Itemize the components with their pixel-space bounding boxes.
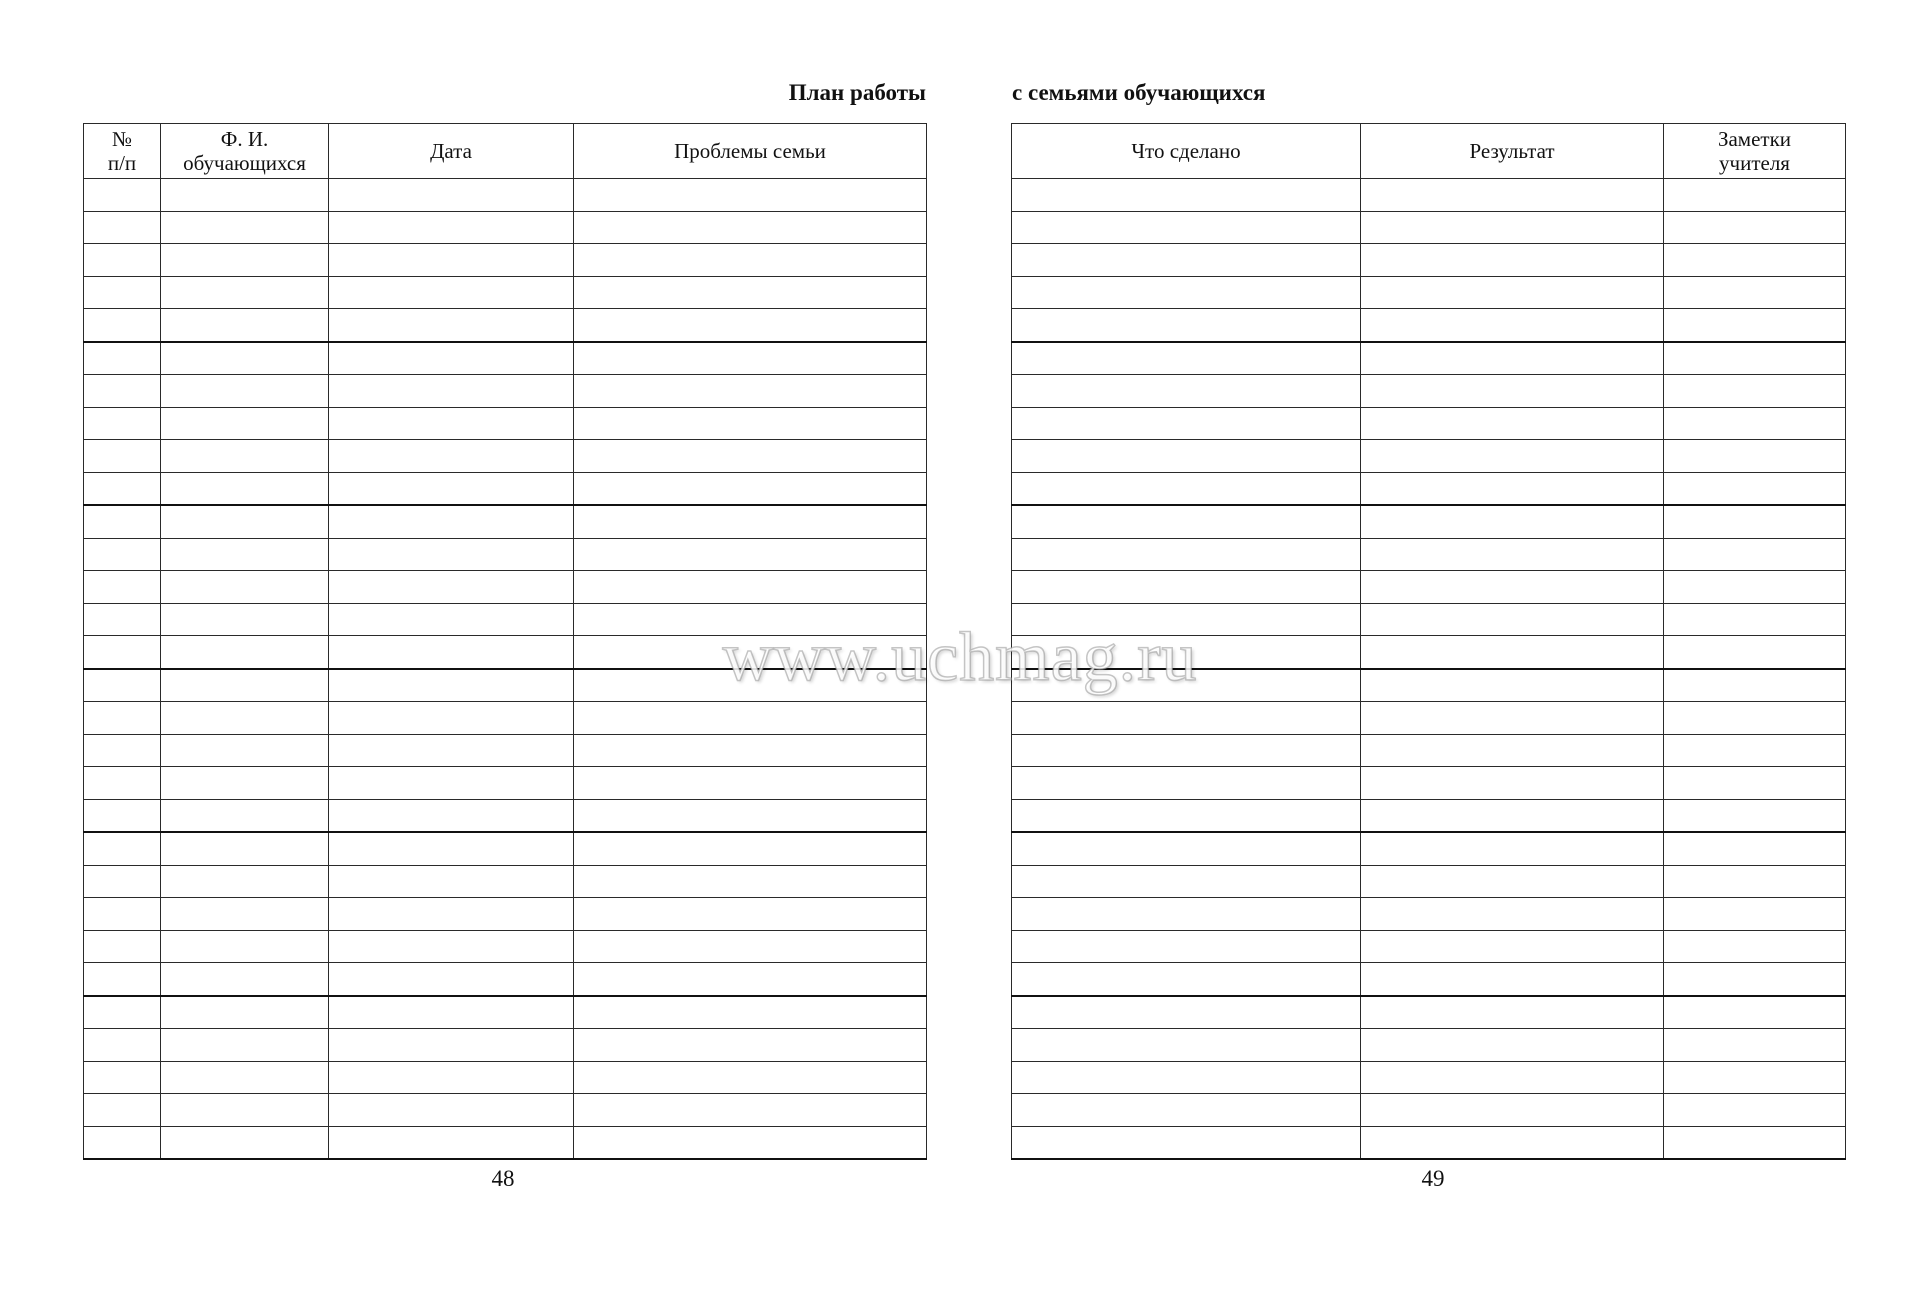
table-cell bbox=[84, 799, 161, 832]
table-row bbox=[84, 472, 927, 505]
table-cell bbox=[84, 1029, 161, 1062]
table-cell bbox=[329, 179, 574, 212]
table-row bbox=[1012, 472, 1846, 505]
column-header-date bbox=[329, 124, 574, 179]
table-cell bbox=[574, 832, 927, 865]
table-row bbox=[84, 505, 927, 538]
table-cell bbox=[574, 1061, 927, 1094]
table-cell bbox=[1664, 603, 1846, 636]
table-cell bbox=[574, 211, 927, 244]
table-cell bbox=[161, 702, 329, 735]
table-cell bbox=[161, 603, 329, 636]
table-row bbox=[1012, 179, 1846, 212]
table-cell bbox=[84, 734, 161, 767]
table-cell bbox=[329, 440, 574, 473]
table-row bbox=[84, 211, 927, 244]
table-cell bbox=[329, 865, 574, 898]
table-cell bbox=[1012, 669, 1361, 702]
table-cell bbox=[329, 930, 574, 963]
table-cell bbox=[329, 799, 574, 832]
table-row bbox=[84, 930, 927, 963]
table-row bbox=[84, 702, 927, 735]
table-cell bbox=[161, 1094, 329, 1127]
table-cell bbox=[329, 702, 574, 735]
column-header-student-name-text: Ф. И. обучающихся bbox=[183, 127, 306, 175]
table-cell bbox=[574, 407, 927, 440]
table-cell bbox=[84, 179, 161, 212]
table-cell bbox=[161, 1029, 329, 1062]
table-cell bbox=[574, 342, 927, 375]
table-cell bbox=[1664, 1061, 1846, 1094]
page-number-left: 48 bbox=[491, 1166, 515, 1191]
table-cell bbox=[1361, 1126, 1664, 1159]
table-row bbox=[1012, 767, 1846, 800]
table-cell bbox=[161, 342, 329, 375]
table-row bbox=[1012, 276, 1846, 309]
table-cell bbox=[161, 865, 329, 898]
table-cell bbox=[574, 1029, 927, 1062]
table-row bbox=[84, 734, 927, 767]
table-row bbox=[84, 440, 927, 473]
table-cell bbox=[329, 734, 574, 767]
table-cell bbox=[161, 669, 329, 702]
table-row bbox=[84, 603, 927, 636]
table-cell bbox=[1664, 767, 1846, 800]
table-cell bbox=[574, 179, 927, 212]
table-cell bbox=[329, 669, 574, 702]
table-cell bbox=[574, 309, 927, 342]
table-cell bbox=[574, 1126, 927, 1159]
table-cell bbox=[574, 276, 927, 309]
table-cell bbox=[84, 472, 161, 505]
table-cell bbox=[1664, 636, 1846, 669]
table-row bbox=[1012, 211, 1846, 244]
column-header-number-text: № п/п bbox=[107, 127, 137, 175]
table-cell bbox=[161, 996, 329, 1029]
table-cell bbox=[1361, 996, 1664, 1029]
table-cell bbox=[161, 930, 329, 963]
page-title-right: с семьями обучающихся bbox=[1012, 80, 1266, 105]
table-cell bbox=[574, 996, 927, 1029]
table-cell bbox=[574, 767, 927, 800]
table-row bbox=[84, 963, 927, 996]
table-row bbox=[1012, 505, 1846, 538]
table-row bbox=[84, 342, 927, 375]
table-row bbox=[84, 538, 927, 571]
table-row bbox=[1012, 832, 1846, 865]
column-header-result-text: Результат bbox=[1469, 139, 1555, 163]
table-row bbox=[84, 179, 927, 212]
table-cell bbox=[329, 963, 574, 996]
table-cell bbox=[1361, 930, 1664, 963]
table-cell bbox=[1664, 211, 1846, 244]
table-row bbox=[1012, 342, 1846, 375]
table-row bbox=[1012, 799, 1846, 832]
table-cell bbox=[574, 799, 927, 832]
table-cell bbox=[84, 211, 161, 244]
table-cell bbox=[84, 440, 161, 473]
table-cell bbox=[84, 963, 161, 996]
table-row bbox=[1012, 1029, 1846, 1062]
table-row bbox=[84, 1029, 927, 1062]
table-cell bbox=[329, 505, 574, 538]
table-cell bbox=[1361, 407, 1664, 440]
table-cell bbox=[1664, 179, 1846, 212]
table-row bbox=[1012, 538, 1846, 571]
table-cell bbox=[84, 767, 161, 800]
table-row bbox=[1012, 963, 1846, 996]
table-cell bbox=[84, 538, 161, 571]
table-cell bbox=[1012, 244, 1361, 277]
table-cell bbox=[574, 244, 927, 277]
table-cell bbox=[1361, 702, 1664, 735]
table-cell bbox=[574, 702, 927, 735]
table-row bbox=[84, 799, 927, 832]
table-cell bbox=[1012, 734, 1361, 767]
table-row bbox=[84, 865, 927, 898]
table-cell bbox=[84, 865, 161, 898]
table-cell bbox=[1361, 342, 1664, 375]
table-row bbox=[84, 375, 927, 408]
table-cell bbox=[161, 832, 329, 865]
table-header-row bbox=[84, 124, 927, 179]
table-cell bbox=[1361, 832, 1664, 865]
table-row bbox=[84, 309, 927, 342]
table-row bbox=[84, 669, 927, 702]
table-cell bbox=[574, 669, 927, 702]
table-cell bbox=[329, 1029, 574, 1062]
table-cell bbox=[161, 799, 329, 832]
table-cell bbox=[329, 276, 574, 309]
table-cell bbox=[1012, 898, 1361, 931]
table-cell bbox=[1012, 571, 1361, 604]
table-cell bbox=[1664, 996, 1846, 1029]
table-cell bbox=[84, 996, 161, 1029]
table-cell bbox=[574, 930, 927, 963]
table-cell bbox=[1012, 832, 1361, 865]
table-cell bbox=[1012, 440, 1361, 473]
column-header-family-problems bbox=[574, 124, 927, 179]
table-cell bbox=[161, 571, 329, 604]
table-cell bbox=[1664, 538, 1846, 571]
table-cell bbox=[1361, 898, 1664, 931]
table-row bbox=[84, 898, 927, 931]
table-row bbox=[1012, 603, 1846, 636]
table-cell bbox=[1361, 603, 1664, 636]
table-cell bbox=[84, 505, 161, 538]
table-cell bbox=[329, 571, 574, 604]
table-cell bbox=[1012, 538, 1361, 571]
table-cell bbox=[1012, 963, 1361, 996]
table-row bbox=[1012, 244, 1846, 277]
table-cell bbox=[161, 734, 329, 767]
table-cell bbox=[1361, 244, 1664, 277]
table-cell bbox=[1664, 702, 1846, 735]
table-cell bbox=[1012, 179, 1361, 212]
table-cell bbox=[329, 211, 574, 244]
watermark-text: www.uchmag.ru bbox=[722, 619, 1198, 696]
table-cell bbox=[84, 375, 161, 408]
table-cell bbox=[574, 472, 927, 505]
table-cell bbox=[574, 865, 927, 898]
table-cell bbox=[1361, 538, 1664, 571]
table-cell bbox=[161, 244, 329, 277]
table-cell bbox=[1664, 276, 1846, 309]
table-cell bbox=[84, 702, 161, 735]
table-cell bbox=[329, 832, 574, 865]
table-cell bbox=[329, 603, 574, 636]
table-cell bbox=[84, 244, 161, 277]
column-header-family-problems-text: Проблемы семьи bbox=[674, 139, 826, 163]
table-cell bbox=[84, 276, 161, 309]
table-cell bbox=[1361, 571, 1664, 604]
table-cell bbox=[329, 407, 574, 440]
table-cell bbox=[1664, 898, 1846, 931]
page-title-left: План работы bbox=[788, 80, 926, 105]
table-cell bbox=[1664, 669, 1846, 702]
table-cell bbox=[329, 1126, 574, 1159]
table-cell bbox=[1664, 1126, 1846, 1159]
table-row bbox=[1012, 1126, 1846, 1159]
table-cell bbox=[574, 440, 927, 473]
table-cell bbox=[1664, 472, 1846, 505]
table-cell bbox=[1664, 930, 1846, 963]
table-cell bbox=[1361, 636, 1664, 669]
table-cell bbox=[1664, 1029, 1846, 1062]
table-cell bbox=[1361, 734, 1664, 767]
table-row bbox=[1012, 702, 1846, 735]
table-cell bbox=[1012, 930, 1361, 963]
table-cell bbox=[1012, 1029, 1361, 1062]
table-row bbox=[1012, 1094, 1846, 1127]
table-cell bbox=[1664, 505, 1846, 538]
table-cell bbox=[1664, 407, 1846, 440]
table-cell bbox=[161, 407, 329, 440]
table-row bbox=[1012, 1061, 1846, 1094]
table-cell bbox=[84, 1094, 161, 1127]
table-cell bbox=[161, 538, 329, 571]
table-cell bbox=[1012, 702, 1361, 735]
table-cell bbox=[161, 898, 329, 931]
table-cell bbox=[329, 636, 574, 669]
table-cell bbox=[84, 342, 161, 375]
table-cell bbox=[1361, 211, 1664, 244]
table-cell bbox=[1361, 767, 1664, 800]
column-header-teacher-notes bbox=[1664, 124, 1846, 179]
table-cell bbox=[1664, 440, 1846, 473]
table-cell bbox=[84, 1126, 161, 1159]
table-row bbox=[1012, 734, 1846, 767]
table-cell bbox=[574, 571, 927, 604]
table-cell bbox=[84, 603, 161, 636]
table-cell bbox=[1012, 996, 1361, 1029]
table-cell bbox=[161, 767, 329, 800]
table-cell bbox=[1361, 1094, 1664, 1127]
table-cell bbox=[574, 505, 927, 538]
table-cell bbox=[1361, 799, 1664, 832]
table-cell bbox=[574, 1094, 927, 1127]
family-plan-table-left bbox=[83, 123, 927, 1160]
family-plan-table-right bbox=[1011, 123, 1846, 1160]
table-cell bbox=[1361, 865, 1664, 898]
table-cell bbox=[1012, 767, 1361, 800]
table-cell bbox=[84, 636, 161, 669]
table-row bbox=[1012, 571, 1846, 604]
table-cell bbox=[574, 636, 927, 669]
table-cell bbox=[1012, 799, 1361, 832]
table-cell bbox=[329, 1061, 574, 1094]
table-header-row bbox=[1012, 124, 1846, 179]
table-row bbox=[84, 767, 927, 800]
table-cell bbox=[84, 407, 161, 440]
table-row bbox=[84, 244, 927, 277]
table-row bbox=[84, 1061, 927, 1094]
table-cell bbox=[1664, 244, 1846, 277]
table-cell bbox=[1664, 1094, 1846, 1127]
table-cell bbox=[1361, 276, 1664, 309]
table-cell bbox=[1361, 505, 1664, 538]
table-cell bbox=[1361, 309, 1664, 342]
table-cell bbox=[1012, 1094, 1361, 1127]
table-cell bbox=[161, 211, 329, 244]
table-cell bbox=[329, 375, 574, 408]
table-row bbox=[1012, 669, 1846, 702]
table-cell bbox=[161, 276, 329, 309]
table-cell bbox=[1361, 375, 1664, 408]
table-cell bbox=[1012, 636, 1361, 669]
table-cell bbox=[84, 309, 161, 342]
table-cell bbox=[1361, 179, 1664, 212]
table-cell bbox=[1012, 375, 1361, 408]
table-cell bbox=[161, 636, 329, 669]
table-cell bbox=[1012, 603, 1361, 636]
table-row bbox=[1012, 440, 1846, 473]
column-header-result bbox=[1361, 124, 1664, 179]
table-cell bbox=[1664, 571, 1846, 604]
table-cell bbox=[1361, 669, 1664, 702]
table-cell bbox=[574, 375, 927, 408]
table-cell bbox=[1361, 963, 1664, 996]
table-cell bbox=[1012, 1126, 1361, 1159]
table-row bbox=[1012, 865, 1846, 898]
table-cell bbox=[84, 832, 161, 865]
table-row bbox=[84, 1094, 927, 1127]
table-cell bbox=[161, 1061, 329, 1094]
table-row bbox=[1012, 930, 1846, 963]
table-cell bbox=[1012, 1061, 1361, 1094]
table-row bbox=[1012, 309, 1846, 342]
column-header-teacher-notes-text: Заметки учителя bbox=[1717, 127, 1792, 175]
table-cell bbox=[161, 472, 329, 505]
table-cell bbox=[161, 179, 329, 212]
table-cell bbox=[1361, 1029, 1664, 1062]
column-header-number bbox=[84, 124, 161, 179]
table-cell bbox=[329, 342, 574, 375]
table-cell bbox=[574, 603, 927, 636]
table-cell bbox=[84, 1061, 161, 1094]
table-cell bbox=[1012, 472, 1361, 505]
table-cell bbox=[84, 669, 161, 702]
table-row bbox=[84, 1126, 927, 1159]
table-cell bbox=[1012, 211, 1361, 244]
column-header-what-done bbox=[1012, 124, 1361, 179]
table-row bbox=[84, 832, 927, 865]
table-cell bbox=[84, 571, 161, 604]
table-cell bbox=[1012, 505, 1361, 538]
table-cell bbox=[161, 963, 329, 996]
table-row bbox=[1012, 636, 1846, 669]
column-header-student-name bbox=[161, 124, 329, 179]
table-cell bbox=[329, 244, 574, 277]
table-cell bbox=[161, 309, 329, 342]
table-row bbox=[84, 407, 927, 440]
table-cell bbox=[161, 375, 329, 408]
table-cell bbox=[329, 767, 574, 800]
table-cell bbox=[84, 930, 161, 963]
table-cell bbox=[329, 538, 574, 571]
table-cell bbox=[574, 538, 927, 571]
table-cell bbox=[1664, 734, 1846, 767]
table-cell bbox=[1012, 309, 1361, 342]
table-cell bbox=[1664, 342, 1846, 375]
table-cell bbox=[1664, 799, 1846, 832]
table-cell bbox=[329, 309, 574, 342]
table-row bbox=[1012, 898, 1846, 931]
table-row bbox=[84, 276, 927, 309]
table-cell bbox=[574, 734, 927, 767]
table-cell bbox=[1012, 342, 1361, 375]
table-cell bbox=[161, 440, 329, 473]
table-cell bbox=[1664, 309, 1846, 342]
page-number-right: 49 bbox=[1421, 1166, 1445, 1191]
column-header-what-done-text: Что сделано bbox=[1131, 139, 1241, 163]
table-cell bbox=[574, 898, 927, 931]
table-cell bbox=[1664, 865, 1846, 898]
table-cell bbox=[329, 996, 574, 1029]
table-cell bbox=[1361, 440, 1664, 473]
table-cell bbox=[1012, 407, 1361, 440]
table-row bbox=[1012, 375, 1846, 408]
table-cell bbox=[1664, 375, 1846, 408]
table-cell bbox=[1664, 832, 1846, 865]
table-cell bbox=[161, 1126, 329, 1159]
table-cell bbox=[329, 898, 574, 931]
table-cell bbox=[329, 1094, 574, 1127]
table-row bbox=[84, 636, 927, 669]
table-row bbox=[1012, 996, 1846, 1029]
table-cell bbox=[1361, 472, 1664, 505]
table-cell bbox=[161, 505, 329, 538]
table-row bbox=[84, 571, 927, 604]
table-row bbox=[84, 996, 927, 1029]
table-cell bbox=[1361, 1061, 1664, 1094]
table-cell bbox=[1012, 276, 1361, 309]
table-cell bbox=[1012, 865, 1361, 898]
table-cell bbox=[84, 898, 161, 931]
table-cell bbox=[1664, 963, 1846, 996]
table-cell bbox=[574, 963, 927, 996]
table-row bbox=[1012, 407, 1846, 440]
column-header-date-text: Дата bbox=[430, 139, 472, 163]
table-cell bbox=[329, 472, 574, 505]
